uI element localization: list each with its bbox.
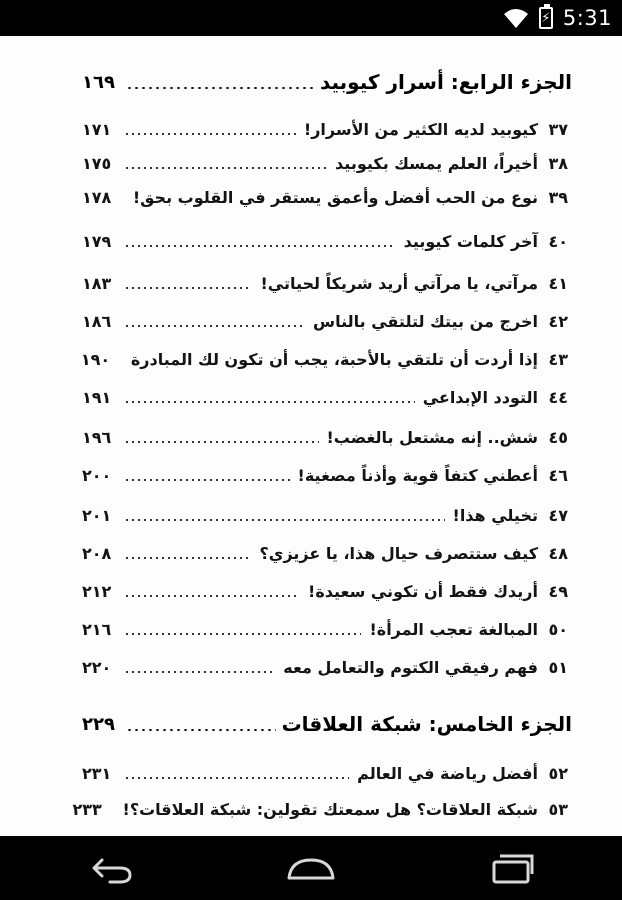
part-label: الجزء الخامس: bbox=[428, 712, 572, 736]
wifi-icon bbox=[503, 7, 529, 29]
toc-entry-40[interactable] bbox=[82, 224, 572, 258]
back-button[interactable] bbox=[80, 848, 140, 888]
leader-dots bbox=[124, 479, 290, 481]
toc-entry-50[interactable] bbox=[82, 612, 572, 646]
chapter-number: ٥٠ bbox=[548, 619, 568, 639]
leader-dots bbox=[124, 167, 327, 169]
chapter-page-number: ١٩٠ bbox=[80, 349, 111, 369]
chapter-number: ٤٦ bbox=[548, 465, 568, 485]
chapter-number: ٣٧ bbox=[548, 119, 568, 139]
leader-dots bbox=[124, 671, 275, 673]
status-time: 5:31 bbox=[562, 6, 612, 30]
chapter-number: ٥٣ bbox=[548, 799, 568, 819]
chapter-number: ٤٤ bbox=[548, 387, 568, 407]
back-icon bbox=[80, 848, 140, 888]
chapter-number: ٤٠ bbox=[548, 231, 568, 251]
part-subtitle: شبكة العلاقات bbox=[281, 712, 422, 736]
toc-entry-37[interactable] bbox=[82, 112, 572, 146]
chapter-title: شبكة العلاقات؟ هل سمعتك تقولين: شبكة العلاقات؟! bbox=[122, 799, 538, 819]
part-heading-4[interactable] bbox=[82, 62, 572, 102]
leader-dots bbox=[126, 729, 276, 731]
chapter-number: ٤٩ bbox=[548, 581, 568, 601]
leader-dots bbox=[124, 595, 300, 597]
toc-entry-38[interactable] bbox=[82, 146, 572, 180]
recent-apps-button[interactable] bbox=[482, 848, 542, 888]
leader-dots bbox=[124, 133, 296, 135]
chapter-title: مرآتي، يا مرآتي أريد شريكاً لحياتي! bbox=[260, 273, 538, 293]
chapter-title: أعطني كتفاً قوية وأذناً مصغية! bbox=[297, 465, 538, 485]
part-title bbox=[282, 712, 572, 736]
leader-dots bbox=[124, 245, 396, 247]
chapter-number: ٤٨ bbox=[548, 543, 568, 563]
chapter-title: أخيراً، العلم يمسك بكيوبيد bbox=[335, 153, 538, 173]
chapter-number: ٤١ bbox=[548, 273, 568, 293]
chapter-title: شش.. إنه مشتعل بالغضب! bbox=[326, 427, 538, 447]
chapter-title: تخيلي هذا! bbox=[452, 505, 538, 525]
toc-entry-53[interactable] bbox=[72, 792, 572, 826]
chapter-page-number: ٢٠٨ bbox=[82, 543, 112, 563]
chapter-page-number: ٢١٢ bbox=[82, 581, 112, 601]
chapter-number: ٤٢ bbox=[548, 311, 568, 331]
toc-entry-45[interactable] bbox=[82, 420, 572, 454]
toc-entry-47[interactable] bbox=[82, 498, 572, 532]
chapter-page-number: ٢٠٠ bbox=[82, 465, 112, 485]
chapter-page-number: ١٧٥ bbox=[82, 153, 112, 173]
part-title: الجزء الرابع: أسرار كيوبيد bbox=[319, 70, 572, 94]
part-page-number: ٢٢٩ bbox=[82, 713, 115, 735]
chapter-page-number: ١٩١ bbox=[82, 387, 112, 407]
chapter-page-number: ٢٢٠ bbox=[82, 657, 112, 677]
chapter-page-number: ١٨٦ bbox=[82, 311, 112, 331]
chapter-page-number: ٢٣١ bbox=[82, 763, 112, 783]
chapter-number: ٥٢ bbox=[548, 763, 568, 783]
chapter-page-number: ١٩٦ bbox=[82, 427, 112, 447]
leader-dots bbox=[126, 87, 314, 89]
battery-charging-icon: ⚡ bbox=[539, 7, 553, 29]
toc-entry-41[interactable] bbox=[82, 266, 572, 300]
home-icon bbox=[281, 848, 341, 888]
chapter-title: آخر كلمات كيوبيد bbox=[403, 231, 538, 251]
chapter-title: اخرج من بيتك لتلتقي بالناس bbox=[313, 311, 538, 331]
chapter-page-number: ٢٣٣ bbox=[72, 799, 102, 819]
toc-entry-42[interactable] bbox=[82, 304, 572, 338]
leader-dots bbox=[124, 557, 252, 559]
status-icons bbox=[503, 3, 612, 33]
leader-dots bbox=[124, 633, 361, 635]
toc-entry-49[interactable] bbox=[82, 574, 572, 608]
home-button[interactable] bbox=[281, 848, 341, 888]
chapter-page-number: ١٨٣ bbox=[82, 273, 112, 293]
part-page-number: ١٦٩ bbox=[82, 71, 115, 93]
chapter-page-number: ١٧٨ bbox=[82, 187, 112, 207]
status-bar bbox=[0, 0, 622, 36]
chapter-title: كيوبيد لديه الكثير من الأسرار! bbox=[303, 119, 538, 139]
leader-dots bbox=[124, 519, 445, 521]
leader-dots bbox=[124, 441, 319, 443]
toc-entry-44[interactable] bbox=[82, 380, 572, 414]
book-page[interactable] bbox=[0, 36, 622, 836]
toc-entry-46[interactable] bbox=[82, 458, 572, 492]
chapter-number: ٤٥ bbox=[548, 427, 568, 447]
leader-dots bbox=[124, 401, 415, 403]
chapter-title: أريدك فقط أن تكوني سعيدة! bbox=[308, 581, 538, 601]
chapter-number: ٤٧ bbox=[548, 505, 568, 525]
leader-dots bbox=[124, 201, 125, 203]
toc-entry-51[interactable] bbox=[82, 650, 572, 684]
chapter-page-number: ١٧١ bbox=[82, 119, 112, 139]
chapter-title: كيف ستتصرف حيال هذا، يا عزيزي؟ bbox=[259, 543, 538, 563]
chapter-number: ٥١ bbox=[548, 657, 568, 677]
toc-entry-39[interactable] bbox=[82, 180, 572, 214]
recent-apps-icon bbox=[482, 848, 542, 888]
chapter-title: المبالغة تعجب المرأة! bbox=[369, 619, 538, 639]
chapter-page-number: ٢٠١ bbox=[82, 505, 112, 525]
chapter-title: التودد الإبداعي bbox=[422, 387, 538, 407]
chapter-title: نوع من الحب أفضل وأعمق يستقر في القلوب بحق! bbox=[132, 187, 538, 207]
leader-dots bbox=[124, 287, 252, 289]
leader-dots bbox=[124, 777, 349, 779]
toc-entry-43[interactable] bbox=[82, 342, 572, 376]
part-heading-5[interactable] bbox=[82, 704, 572, 744]
chapter-title: أفضل رياضة في العالم bbox=[357, 763, 538, 783]
chapter-page-number: ٢١٦ bbox=[82, 619, 112, 639]
chapter-number: ٣٩ bbox=[548, 187, 568, 207]
chapter-number: ٤٣ bbox=[548, 349, 568, 369]
navigation-bar bbox=[0, 836, 622, 900]
toc-entry-48[interactable] bbox=[82, 536, 572, 570]
chapter-number: ٣٨ bbox=[548, 153, 568, 173]
leader-dots bbox=[124, 325, 305, 327]
toc-entry-52[interactable] bbox=[82, 756, 572, 790]
chapter-page-number: ١٧٩ bbox=[82, 231, 112, 251]
chapter-title: فهم رفيقي الكتوم والتعامل معه bbox=[283, 657, 538, 677]
chapter-title: إذا أردت أن تلتقي بالأحبة، يجب أن تكون لك المبادرة bbox=[130, 349, 538, 369]
